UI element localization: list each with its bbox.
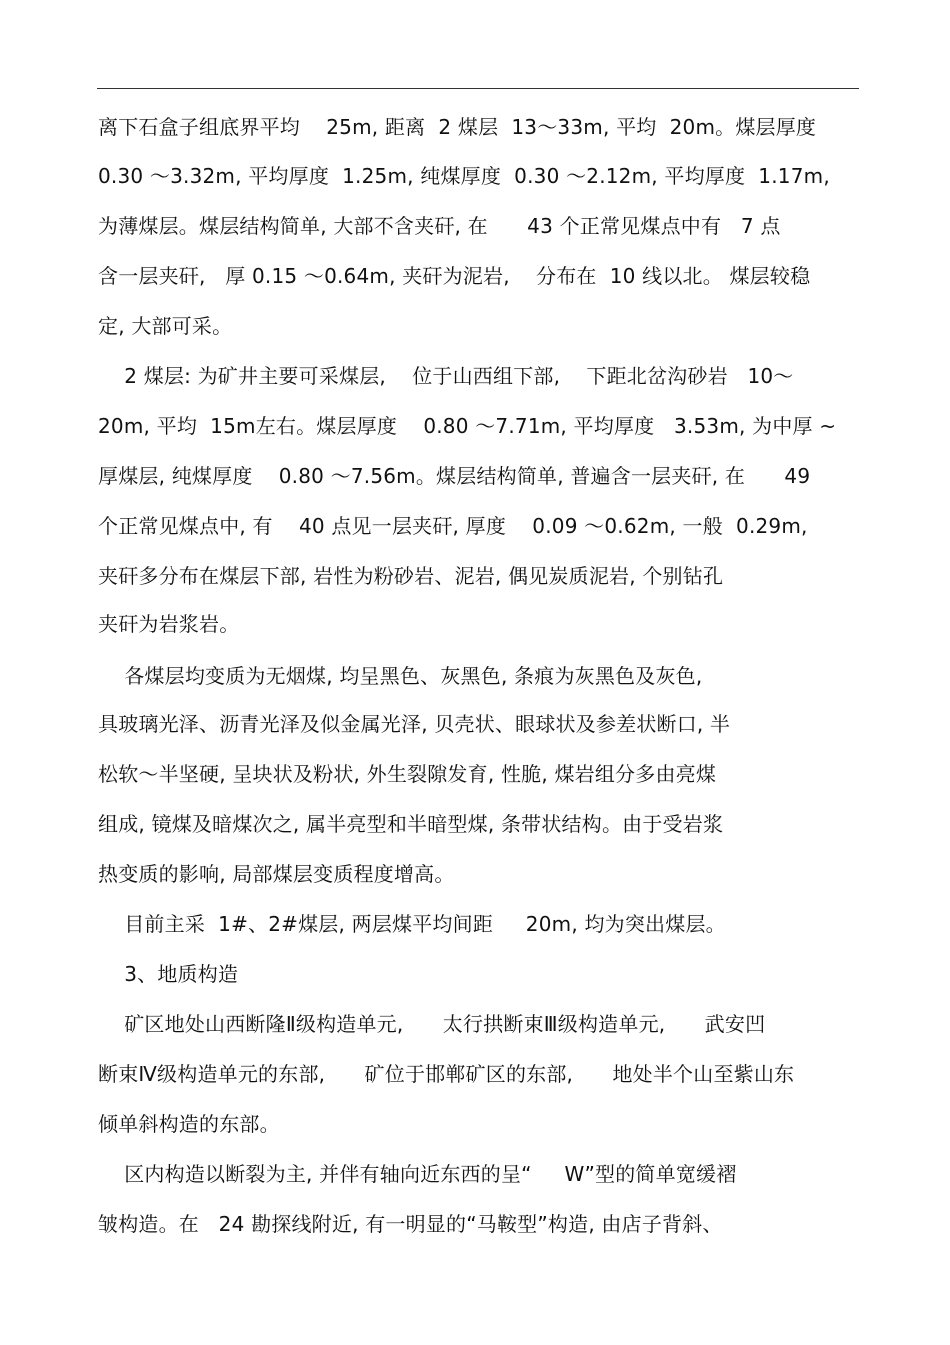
text-line: 热变质的影响, 局部煤层变质程度增高。: [98, 862, 455, 886]
text-line: 矿区地处山西断隆Ⅱ级构造单元, 太行拱断束Ⅲ级构造单元, 武安凹: [98, 1012, 766, 1036]
text-line: 各煤层均变质为无烟煤, 均呈黑色、灰黑色, 条痕为灰黑色及灰色,: [98, 664, 703, 688]
header-rule: [97, 88, 859, 89]
text-line: 目前主采 1#、2#煤层, 两层煤平均间距 20m, 均为突出煤层。: [98, 912, 726, 936]
text-line: 为薄煤层。煤层结构简单, 大部不含夹矸, 在 43 个正常见煤点中有 7 点: [98, 214, 781, 238]
text-line: 区内构造以断裂为主, 并伴有轴向近东西的呈“ W”型的简单宽缓褶: [98, 1162, 737, 1186]
text-line: 具玻璃光泽、沥青光泽及似金属光泽, 贝壳状、眼球状及参差状断口, 半: [98, 712, 731, 736]
text-line: 2 煤层: 为矿井主要可采煤层, 位于山西组下部, 下距北岔沟砂岩 10～: [98, 364, 794, 388]
text-line: 松软～半坚硬, 呈块状及粉状, 外生裂隙发育, 性脆, 煤岩组分多由亮煤: [98, 762, 717, 786]
section-heading: 3、地质构造: [98, 962, 239, 986]
text-line: 夹矸为岩浆岩。: [98, 612, 240, 636]
text-line: 组成, 镜煤及暗煤次之, 属半亮型和半暗型煤, 条带状结构。由于受岩浆: [98, 812, 724, 836]
text-line: 离下石盒子组底界平均 25m, 距离 2 煤层 13～33m, 平均 20m。煤层厚度: [98, 115, 817, 139]
text-line: 断束Ⅳ级构造单元的东部, 矿位于邯郸矿区的东部, 地处半个山至紫山东: [98, 1062, 795, 1086]
text-line: 含一层夹矸, 厚 0.15 ～0.64m, 夹矸为泥岩, 分布在 10 线以北。 煤层较稳: [98, 264, 811, 288]
text-line: 个正常见煤点中, 有 40 点见一层夹矸, 厚度 0.09 ～0.62m, 一般 0.29m,: [98, 514, 808, 538]
text-line: 夹矸多分布在煤层下部, 岩性为粉砂岩、泥岩, 偶见炭质泥岩, 个别钻孔: [98, 564, 724, 588]
text-line: 定, 大部可采。: [98, 314, 233, 338]
text-line: 皱构造。在 24 勘探线附近, 有一明显的“马鞍型”构造, 由店子背斜、: [98, 1212, 723, 1236]
text-line: 20m, 平均 15m左右。煤层厚度 0.80 ～7.71m, 平均厚度 3.53m, 为中厚 ~: [98, 414, 837, 438]
text-line: 厚煤层, 纯煤厚度 0.80 ～7.56m。煤层结构简单, 普遍含一层夹矸, 在 49: [98, 464, 811, 488]
text-line: 倾单斜构造的东部。: [98, 1112, 280, 1136]
text-line: 0.30 ～3.32m, 平均厚度 1.25m, 纯煤厚度 0.30 ～2.12m, 平均厚度 1.17m,: [98, 164, 830, 188]
